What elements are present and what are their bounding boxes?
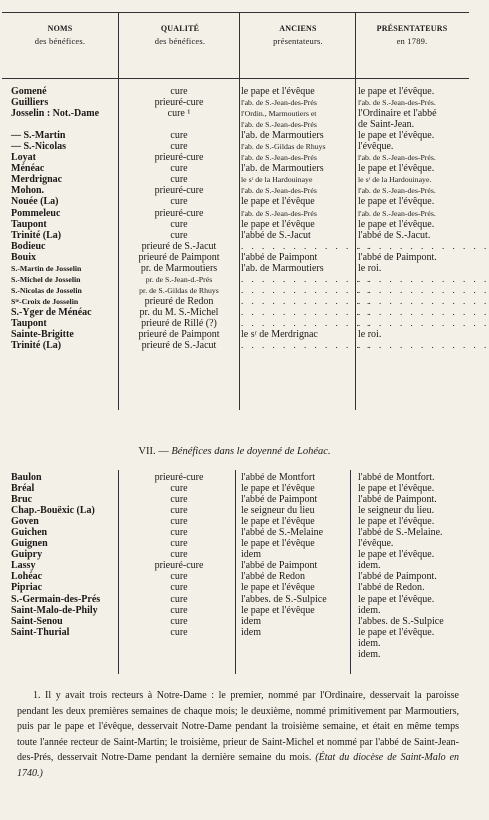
table-row <box>0 527 469 538</box>
benefice-name: S.-Michel de Josselin <box>11 274 81 284</box>
anciens-presentateurs: le pape et l'évêque <box>241 538 315 550</box>
presentateurs-1789: l'évêque. <box>358 538 394 550</box>
section2-roman: VII. — <box>138 446 169 457</box>
anciens-presentateurs: l'abbé de S.-Jacut <box>241 229 311 241</box>
benefice-name: Trinité (La) <box>11 229 62 241</box>
footnote-citation: (État du diocèse de Saint-Malo en 1740.) <box>17 752 460 779</box>
benefice-name: Lohéac <box>11 571 43 583</box>
presentateurs-1789: le pape et l'évêque. <box>358 516 435 528</box>
benefice-name: — S.-Martin <box>11 130 66 142</box>
presentateurs-1789: l'ab. de S.-Jean-des-Prés. <box>358 98 436 108</box>
table-row <box>0 494 469 505</box>
anciens-presentateurs: l'Ordin., Marmoutiers et <box>241 109 317 119</box>
benefice-name: Guichen <box>11 527 48 539</box>
header-col-presentateurs-title: PRÉSENTATEURS <box>376 24 448 33</box>
presentateurs-1789: idem. <box>358 637 381 649</box>
anciens-presentateurs: le seigneur du lieu <box>241 505 315 517</box>
anciens-presentateurs: l'abbé de Redon <box>241 571 306 583</box>
table-row <box>0 516 469 527</box>
anciens-presentateurs: le sʳ de Merdrignac <box>241 329 318 341</box>
anciens-presentateurs: le pape et l'évêque <box>241 582 315 594</box>
header-col-presentateurs-sub: en 1789. <box>396 36 428 46</box>
benefice-name: Bouix <box>11 251 37 263</box>
benefice-qualite: prieuré-cure <box>154 560 204 572</box>
presentateurs-1789: l'abbé de Redon. <box>358 582 425 594</box>
anciens-presentateurs: le pape et l'évêque <box>241 516 315 528</box>
presentateurs-1789: le sʳ de la Hardouinaye. <box>358 175 432 185</box>
benefice-qualite: cure <box>170 593 188 605</box>
benefice-name: Bodieuc <box>11 240 46 252</box>
anciens-presentateurs: l'abbé de Paimpont <box>241 494 318 506</box>
anciens-presentateurs: l'abbes. de S.-Sulpice <box>241 593 327 605</box>
presentateurs-1789: le pape et l'évêque. <box>358 626 435 638</box>
benefice-name: Chap.-Bouëxic (La) <box>11 505 95 517</box>
presentateurs-1789: le seigneur du lieu. <box>358 505 435 517</box>
presentateurs-1789: l'abbé de S.-Melaine. <box>358 527 443 539</box>
anciens-presentateurs: l'ab. de S.-Jean-des-Prés <box>241 208 317 218</box>
benefice-name: Gomené <box>11 86 47 97</box>
benefice-name: Guignen <box>11 538 48 550</box>
benefice-name: Bréal <box>11 483 35 495</box>
presentateurs-1789: l'abbé de Paimpont. <box>358 571 437 583</box>
benefice-name: Merdrignac <box>11 174 63 186</box>
presentateurs-1789: le pape et l'évêque. <box>358 483 435 495</box>
benefice-qualite: cure <box>170 141 188 153</box>
anciens-presentateurs: le pape et l'évêque <box>241 604 315 616</box>
presentateurs-1789: l'évêque. <box>358 141 394 153</box>
anciens-presentateurs: idem <box>241 549 261 561</box>
table-row <box>0 163 469 174</box>
presentateurs-1789: le pape et l'évêque. <box>358 218 435 230</box>
benefice-qualite: cure <box>170 538 188 550</box>
anciens-presentateurs: idem <box>241 626 261 638</box>
table-row <box>0 208 469 219</box>
benefice-qualite: cure <box>170 174 188 186</box>
benefice-name: Sainte-Brigitte <box>11 329 74 341</box>
benefice-qualite: cure <box>170 527 188 539</box>
table-row <box>0 582 469 593</box>
presentateurs-1789: le pape et l'évêque. <box>358 196 435 208</box>
benefice-qualite: cure <box>170 229 188 241</box>
benefice-name: Taupont <box>11 218 47 230</box>
table-row <box>0 472 469 483</box>
header-col-qualite-title: QUALITÉ <box>160 24 200 33</box>
header-top-rule <box>2 12 469 13</box>
header-col-presentateurs <box>358 22 466 48</box>
benefice-qualite: prieuré-cure <box>154 185 204 197</box>
benefice-qualite: cure <box>170 163 188 175</box>
presentateurs-1789: l'abbé de Paimpont. <box>358 494 437 506</box>
table-row <box>0 185 469 196</box>
presentateurs-1789: le roi. <box>358 329 382 341</box>
table-row <box>0 263 469 274</box>
presentateurs-1789: le pape et l'évêque. <box>358 593 435 605</box>
dotted-filler: . . . . . . . . . . . . . <box>241 295 373 306</box>
anciens-presentateurs: l'ab. de Marmoutiers <box>241 262 324 274</box>
anciens-presentateurs: l'abbé de S.-Melaine <box>241 527 324 539</box>
presentateurs-1789: le pape et l'évêque. <box>358 163 435 175</box>
presentateurs-1789: idem. <box>358 604 381 616</box>
dotted-filler: . . . . . . . . . . . . . <box>241 240 373 251</box>
table-row <box>0 317 489 329</box>
table-row <box>0 594 469 605</box>
presentateurs-1789: le pape et l'évêque. <box>358 130 435 142</box>
anciens-presentateurs: le pape et l'évêque <box>241 483 315 495</box>
footnote-text: 1. Il y avait trois recteurs à Notre-Dame : le premier, nommé par l'Ordinaire, desservait la paroisse pendant les deux premières semaines de chaque mois; le deuxième, nommé primitivement par Marmoutiers, puis par le pape et l'évêque, desservait Notre-Dame pendant la troisième semaine, et était en même temps toute l'année recteur de Saint-Martin; le troisième, prieur de Saint-Michel et nommé par l'abbé de Saint-Jean-des-Prés, desservait Notre-Dame pendant la dernière semaine du mois. <box>17 690 459 764</box>
anciens-presentateurs: l'abbé de Paimpont <box>241 251 318 263</box>
benefice-qualite: prieuré de Rillé (?) <box>141 317 217 329</box>
anciens-presentateurs: l'abbé de Paimpont <box>241 560 318 572</box>
benefice-name: Sᵗᵉ-Croix de Josselin <box>11 296 79 306</box>
benefice-name: Saint-Thurial <box>11 626 70 638</box>
table-row <box>0 119 469 130</box>
dotted-filler: . . . . . . . . . . . . . <box>358 284 489 295</box>
table-row <box>0 295 489 307</box>
benefice-qualite: cure <box>170 130 188 142</box>
benefice-qualite: pr. de S.-Jean-d.-Prés <box>145 274 213 284</box>
table-row <box>0 483 469 494</box>
benefice-name: Guilliers <box>11 97 49 109</box>
dotted-filler: . . . . . . . . . . . . . <box>358 273 489 284</box>
dotted-filler: . . . . . . . . . . . . . <box>241 306 373 317</box>
table-row <box>0 108 469 119</box>
table-row <box>0 230 469 241</box>
dotted-filler: . . . . . . . . . . . . . <box>358 317 489 328</box>
benefice-qualite: cure <box>170 571 188 583</box>
benefice-qualite: prieuré-cure <box>154 97 204 109</box>
table-row <box>0 549 469 560</box>
benefice-qualite: cure <box>170 516 188 528</box>
benefice-qualite: prieuré de Paimpont <box>138 251 220 263</box>
table-row <box>0 616 469 627</box>
presentateurs-1789: l'abbé de Paimpont. <box>358 251 437 263</box>
section2-title <box>0 446 469 457</box>
anciens-presentateurs: l'ab. de S.-Jean-des-Prés <box>241 98 317 108</box>
benefice-name: Taupont <box>11 317 47 329</box>
benefice-qualite: cure <box>170 626 188 638</box>
table-row <box>0 152 469 163</box>
benefice-name: Lassy <box>11 560 36 572</box>
benefice-qualite: cure <box>170 604 188 616</box>
table-row <box>0 252 469 263</box>
presentateurs-1789: l'ab. de S.-Jean-des-Prés. <box>358 208 436 218</box>
table-row <box>0 130 469 141</box>
benefice-name: Pipriac <box>11 582 43 594</box>
benefice-name: Goven <box>11 516 39 528</box>
benefice-name: Saint-Malo-de-Phily <box>11 604 98 616</box>
benefice-name: Saint-Senou <box>11 615 63 627</box>
presentateurs-1789: de Saint-Jean. <box>358 119 415 131</box>
benefice-name: Guipry <box>11 549 43 561</box>
benefice-name: Nouée (La) <box>11 196 59 208</box>
table-row <box>0 638 469 649</box>
benefice-qualite: cure <box>170 582 188 594</box>
benefice-qualite: prieuré de S.-Jacut <box>141 340 217 352</box>
benefice-qualite: pr. de S.-Gildas de Rhuys <box>139 285 219 295</box>
benefice-qualite: prieuré-cure <box>154 472 204 483</box>
benefice-qualite: prieuré-cure <box>154 207 204 219</box>
benefice-qualite: cure <box>170 218 188 230</box>
table-row <box>0 219 469 230</box>
benefice-name: — S.-Nicolas <box>11 141 66 153</box>
table-row <box>0 284 489 296</box>
header-col-names-title: NOMS <box>47 24 73 33</box>
presentateurs-1789: le roi. <box>358 262 382 274</box>
presentateurs-1789: idem. <box>358 560 381 572</box>
table-row <box>0 340 489 352</box>
presentateurs-1789: l'abbé de S.-Jacut. <box>358 229 431 241</box>
presentateurs-1789: idem. <box>358 648 381 660</box>
header-col-anciens <box>244 22 352 48</box>
dotted-filler: . . . . . . . . . . . . . <box>358 295 489 306</box>
table-row <box>0 306 489 318</box>
dotted-filler: . . . . . . . . . . . . . <box>358 240 489 251</box>
header-col-qualite-sub: des bénéfices. <box>154 36 206 46</box>
section1-table <box>0 86 489 352</box>
presentateurs-1789: l'ab. de S.-Jean-des-Prés. <box>358 186 436 196</box>
table-row <box>0 538 469 549</box>
benefice-name: Loyat <box>11 152 36 164</box>
anciens-presentateurs: l'ab. de S.-Jean-des-Prés <box>241 186 317 196</box>
dotted-filler: . . . . . . . . . . . . . <box>241 284 373 295</box>
benefice-qualite: cure <box>170 86 188 97</box>
table-row <box>0 273 489 285</box>
dotted-filler: . . . . . . . . . . . . . <box>358 306 489 317</box>
anciens-presentateurs: le pape et l'évêque <box>241 218 315 230</box>
presentateurs-1789: le pape et l'évêque. <box>358 549 435 561</box>
table-row <box>0 627 469 638</box>
benefice-name: S.-Yger de Ménéac <box>11 306 92 318</box>
benefice-qualite: cure <box>170 615 188 627</box>
table-row <box>0 240 489 252</box>
table-row <box>0 86 469 97</box>
table-row <box>0 571 469 582</box>
header-col-anciens-sub: présentateurs. <box>273 36 323 46</box>
presentateurs-1789: l'Ordinaire et l'abbé <box>358 108 437 120</box>
anciens-presentateurs: le pape et l'évêque <box>241 196 315 208</box>
presentateurs-1789: l'abbes. de S.-Sulpice <box>358 615 444 627</box>
benefice-qualite: cure <box>170 494 188 506</box>
anciens-presentateurs: l'ab. de S.-Jean-des-Prés <box>241 153 317 163</box>
benefice-qualite: prieuré de Redon <box>144 295 214 307</box>
presentateurs-1789: le pape et l'évêque. <box>358 86 435 97</box>
presentateurs-1789: l'abbé de Montfort. <box>358 472 435 483</box>
section2-title-text: Bénéfices dans le doyenné de Lohéac. <box>171 446 331 457</box>
anciens-presentateurs: l'ab. de S.-Jean-des-Prés <box>241 120 317 130</box>
benefice-name: Baulon <box>11 472 42 483</box>
table-row <box>0 649 469 660</box>
anciens-presentateurs: le pape et l'évêque <box>241 86 315 97</box>
benefice-qualite: prieuré de Paimpont <box>138 329 220 341</box>
benefice-name: Trinité (La) <box>11 340 62 352</box>
anciens-presentateurs: idem <box>241 615 261 627</box>
header-col-anciens-title: ANCIENS <box>279 24 317 33</box>
dotted-filler: . . . . . . . . . . . . . <box>241 317 373 328</box>
benefice-name: Mohon. <box>11 185 45 197</box>
table-row <box>0 605 469 616</box>
header-col-qualite <box>125 22 235 48</box>
dotted-filler: . . . . . . . . . . . . . <box>241 273 373 284</box>
table-row <box>0 505 469 516</box>
table-row <box>0 329 469 340</box>
benefice-qualite: pr. du M. S.-Michel <box>139 306 219 318</box>
presentateurs-1789: l'ab. de S.-Jean-des-Prés. <box>358 153 436 163</box>
benefice-qualite: pr. de Marmoutiers <box>140 262 218 274</box>
benefice-name: Bruc <box>11 494 33 506</box>
table-row <box>0 560 469 571</box>
benefice-name: S.-Germain-des-Prés <box>11 593 101 605</box>
benefice-name: Ménéac <box>11 163 45 175</box>
benefice-qualite: prieuré-cure <box>154 152 204 164</box>
anciens-presentateurs: l'ab. de Marmoutiers <box>241 130 324 142</box>
benefice-qualite: cure <box>170 196 188 208</box>
anciens-presentateurs: l'abbé de Montfort <box>241 472 316 483</box>
anciens-presentateurs: le sʳ de la Hardouinaye <box>241 175 313 185</box>
benefice-qualite: cure <box>170 483 188 495</box>
benefice-qualite: cure <box>170 549 188 561</box>
table-row <box>0 174 469 185</box>
table-row <box>0 97 469 108</box>
benefice-qualite: prieuré de S.-Jacut <box>141 240 217 252</box>
benefice-qualite: cure <box>170 505 188 517</box>
anciens-presentateurs: l'ab. de S.-Gildas de Rhuys <box>241 142 326 152</box>
benefice-name: Josselin : Not.-Dame <box>11 108 100 120</box>
dotted-filler: . . . . . . . . . . . . . <box>358 340 489 351</box>
table-row <box>0 141 469 152</box>
benefice-qualite: cure ¹ <box>167 108 191 120</box>
benefice-name: S.-Nicolas de Josselin <box>11 285 82 295</box>
benefice-name: Pommeleuc <box>11 207 61 219</box>
header-col-names-sub: des bénéfices. <box>34 36 86 46</box>
header-bottom-rule <box>2 78 469 79</box>
anciens-presentateurs: l'ab. de Marmoutiers <box>241 163 324 175</box>
footnote <box>17 688 459 782</box>
section2-table <box>0 472 469 660</box>
table-row <box>0 196 469 207</box>
header-col-names <box>10 22 110 48</box>
benefice-name: S.-Martin de Josselin <box>11 263 82 273</box>
dotted-filler: . . . . . . . . . . . . . <box>241 340 373 351</box>
